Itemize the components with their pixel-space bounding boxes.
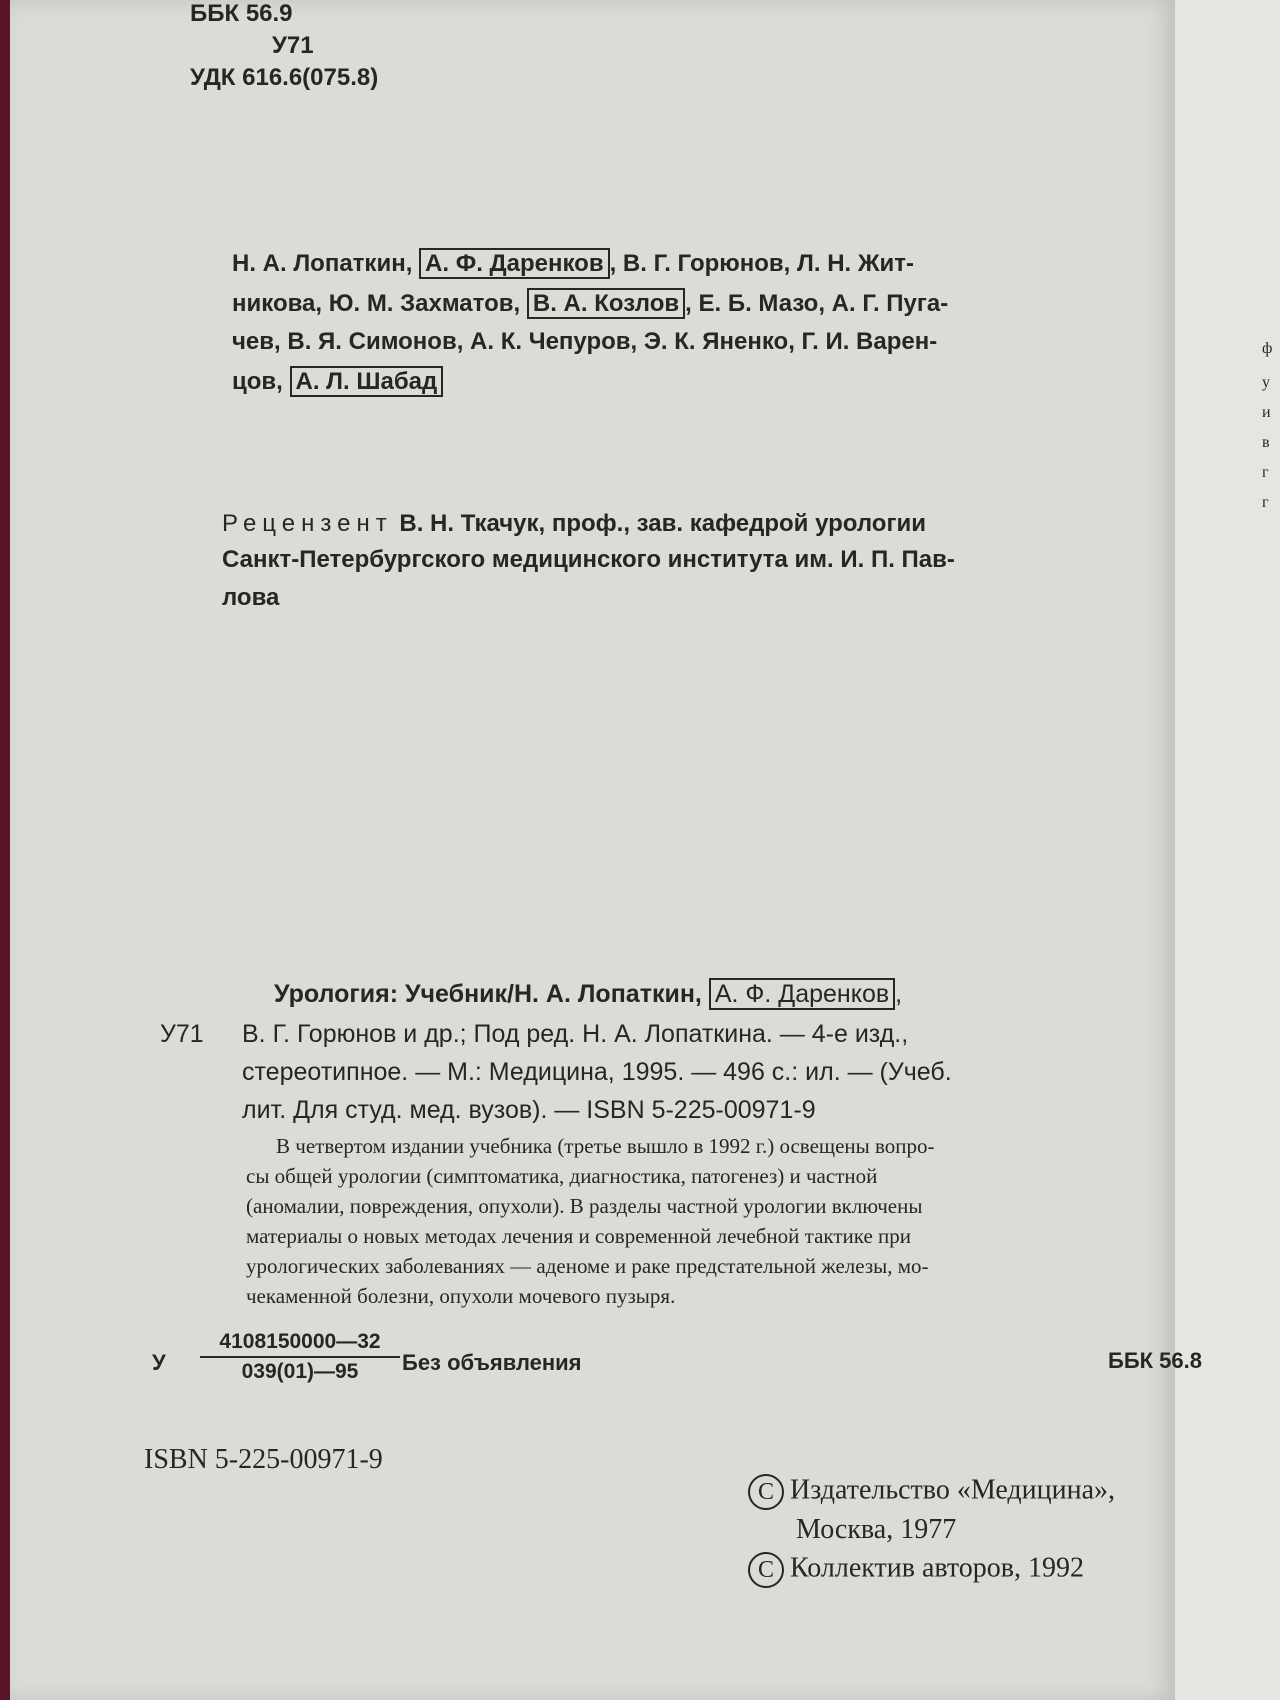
- copyright-line-3: C Коллектив авторов, 1992: [748, 1552, 1084, 1588]
- authors-line-4: цов, А. Л. Шабад: [232, 368, 443, 396]
- reviewer-label: Рецензент: [222, 510, 393, 537]
- index-note: Без объявления: [402, 1350, 582, 1375]
- next-page-fragment: г: [1262, 464, 1269, 481]
- authors-line-1: Н. А. Лопаткин, А. Ф. Даренков , В. Г. Горюнов, Л. Н. Жит-: [232, 250, 915, 277]
- reviewer-line-3: лова: [222, 584, 280, 611]
- deceased-author-box: А. Ф. Даренков: [419, 248, 610, 279]
- catalog-line-1: Урология: Учебник/Н. А. Лопаткин, А. Ф. Даренков ,: [274, 980, 903, 1008]
- abstract-line: В четвертом издании учебника (третье вышло в 1992 г.) освещены вопро-: [276, 1134, 935, 1158]
- abstract-line: урологических заболеваниях — аденоме и раке предстательной железы, мо-: [246, 1254, 929, 1278]
- next-page-fragment: и: [1262, 404, 1271, 421]
- udk-header: УДК 616.6(075.8): [190, 64, 379, 91]
- next-page-fragment: у: [1262, 374, 1270, 391]
- next-page-fragment: ф: [1262, 340, 1273, 357]
- deceased-author-box: А. Ф. Даренков: [709, 978, 895, 1010]
- next-page-fragment: в: [1262, 434, 1270, 451]
- index-numerator: 4108150000—32: [200, 1330, 400, 1358]
- copyright-icon: C: [748, 1552, 784, 1588]
- classification-code: У71: [272, 32, 314, 59]
- reviewer-line-2: Санкт-Петербургского медицинского института им. И. П. Пав-: [222, 546, 955, 573]
- abstract-line: чекаменной болезни, опухоли мочевого пузыря.: [246, 1284, 676, 1308]
- authors-line-2: никова, Ю. М. Захматов, В. А. Козлов , Е. Б. Мазо, А. Г. Пуга-: [232, 290, 949, 317]
- index-letter: У: [152, 1350, 166, 1375]
- abstract-line: материалы о новых методах лечения и современной лечебной тактике при: [246, 1224, 911, 1248]
- reviewer-line-1: Рецензент В. Н. Ткачук, проф., зав. кафедрой урологии: [222, 510, 926, 537]
- catalog-line-4: лит. Для студ. мед. вузов). — ISBN 5-225-00971-9: [242, 1096, 816, 1124]
- book-page: [10, 0, 1202, 1700]
- deceased-author-box: В. А. Козлов: [527, 288, 685, 319]
- authors-line-3: чев, В. Я. Симонов, А. К. Чепуров, Э. К. Яненко, Г. И. Варен-: [232, 328, 938, 355]
- catalog-line-3: стереотипное. — М.: Медицина, 1995. — 496 с.: ил. — (Учеб.: [242, 1058, 952, 1086]
- index-denominator: 039(01)—95: [241, 1360, 359, 1383]
- catalog-line-2: В. Г. Горюнов и др.; Под ред. Н. А. Лопаткина. — 4-е изд.,: [242, 1020, 909, 1048]
- isbn: ISBN 5-225-00971-9: [144, 1444, 383, 1475]
- bbk-header: ББК 56.9: [190, 0, 293, 27]
- abstract-line: (аномалии, повреждения, опухоли). В разделы частной урологии включены: [246, 1194, 923, 1218]
- abstract-line: сы общей урологии (симптоматика, диагностика, патогенез) и частной: [246, 1164, 878, 1188]
- index-fraction: [200, 1330, 400, 1384]
- copyright-icon: C: [748, 1474, 784, 1510]
- next-page-fragment: г: [1262, 494, 1269, 511]
- catalog-code: У71: [160, 1020, 204, 1048]
- copyright-line-2: Москва, 1977: [796, 1514, 957, 1545]
- bbk-footer: ББК 56.8: [1108, 1348, 1202, 1373]
- deceased-author-box: А. Л. Шабад: [290, 366, 444, 397]
- copyright-line-1: C Издательство «Медицина»,: [748, 1474, 1115, 1510]
